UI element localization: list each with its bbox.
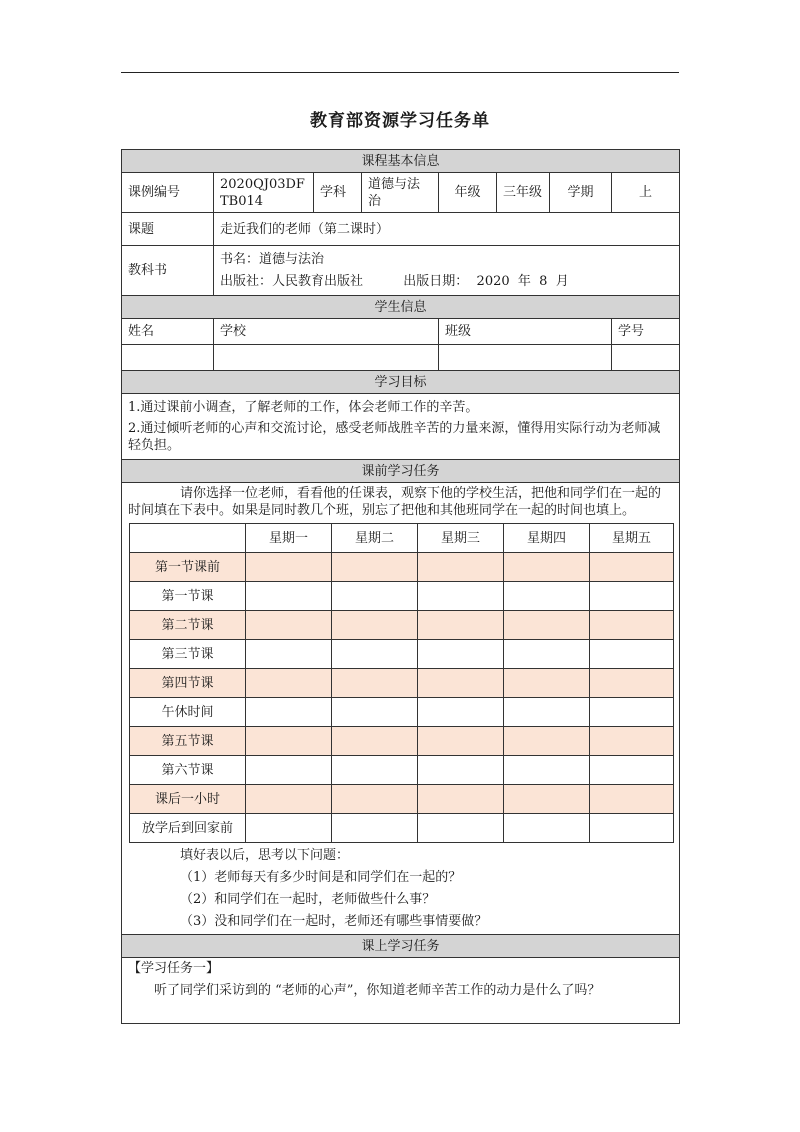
task-title: 【学习任务一】	[128, 961, 220, 976]
schedule-cell[interactable]	[590, 640, 674, 669]
schedule-cell[interactable]	[246, 611, 332, 640]
schedule-cell[interactable]	[332, 756, 418, 785]
grade-label: 年级	[439, 173, 497, 213]
textbook-label: 教科书	[122, 246, 214, 296]
schedule-cell[interactable]	[418, 785, 504, 814]
schedule-cell[interactable]	[590, 669, 674, 698]
book-publisher-line	[220, 273, 673, 290]
schedule-cell[interactable]	[418, 640, 504, 669]
term-label: 学期	[550, 173, 612, 213]
schedule-cell[interactable]	[246, 785, 332, 814]
schedule-cell[interactable]	[590, 785, 674, 814]
schedule-cell[interactable]	[246, 669, 332, 698]
schedule-cell[interactable]	[590, 553, 674, 582]
goal-item: 1.通过课前小调查，了解老师的工作，体会老师工作的辛苦。	[128, 400, 479, 415]
schedule-cell[interactable]	[418, 669, 504, 698]
schedule-period-label: 课后一小时	[130, 785, 246, 814]
schedule-row	[130, 611, 674, 640]
schedule-cell[interactable]	[246, 582, 332, 611]
section-pre-class-tasks: 课前学习任务	[122, 460, 680, 483]
schedule-cell[interactable]	[504, 756, 590, 785]
section-student-info: 学生信息	[122, 296, 680, 319]
grade-value: 三年级	[497, 173, 550, 213]
book-publisher: 出版社：人民教育出版社	[220, 274, 364, 289]
schedule-cell[interactable]	[246, 756, 332, 785]
schedule-cell[interactable]	[504, 582, 590, 611]
section-basic-info: 课程基本信息	[122, 150, 680, 173]
schedule-cell[interactable]	[246, 553, 332, 582]
schedule-period-label: 放学后到回家前	[130, 814, 246, 843]
student-number-label: 学号	[612, 319, 680, 345]
schedule-cell[interactable]	[332, 698, 418, 727]
schedule-cell[interactable]	[332, 814, 418, 843]
header-rule	[121, 72, 679, 73]
schedule-cell[interactable]	[418, 611, 504, 640]
schedule-day-header: 星期四	[504, 524, 590, 553]
schedule-cell[interactable]	[418, 756, 504, 785]
pre-class-content	[122, 483, 680, 935]
subject-value: 道德与法治	[362, 173, 439, 213]
schedule-cell[interactable]	[332, 611, 418, 640]
schedule-cell[interactable]	[590, 698, 674, 727]
book-pubdate: 出版日期： 2020 年 8 月	[403, 274, 569, 289]
question-item: （2）和同学们在一起时，老师做些什么事？	[180, 892, 436, 907]
schedule-cell[interactable]	[504, 611, 590, 640]
schedule-day-header: 星期一	[246, 524, 332, 553]
schedule-cell[interactable]	[504, 553, 590, 582]
schedule-cell[interactable]	[504, 814, 590, 843]
student-name-field[interactable]	[122, 345, 214, 371]
schedule-period-label: 第四节课	[130, 669, 246, 698]
schedule-day-header: 星期二	[332, 524, 418, 553]
schedule-row	[130, 640, 674, 669]
schedule-cell[interactable]	[504, 669, 590, 698]
subject-label: 学科	[314, 173, 362, 213]
term-value: 上	[612, 173, 680, 213]
student-number-field[interactable]	[612, 345, 680, 371]
textbook-info	[214, 246, 680, 296]
schedule-cell[interactable]	[418, 814, 504, 843]
student-school-field[interactable]	[214, 345, 439, 371]
schedule-cell[interactable]	[504, 698, 590, 727]
worksheet	[121, 149, 679, 1024]
task-text: 听了同学们采访到的 “老师的心声”，你知道老师辛苦工作的动力是什么了吗？	[154, 983, 601, 998]
pre-class-intro: 请你选择一位老师，看看他的任课表，观察下他的学校生活，把他和同学们在一起的时间填在下表中。如果是同时教几个班，别忘了把他和其他班同学在一起的时间也填上。	[128, 486, 662, 518]
reflection-intro: 填好表以后，思考以下问题：	[180, 848, 350, 863]
schedule-cell[interactable]	[332, 785, 418, 814]
schedule-cell[interactable]	[418, 582, 504, 611]
schedule-cell[interactable]	[590, 727, 674, 756]
section-goals: 学习目标	[122, 371, 680, 394]
schedule-cell[interactable]	[418, 698, 504, 727]
schedule-cell[interactable]	[246, 727, 332, 756]
schedule-table	[129, 523, 674, 843]
student-name-label: 姓名	[122, 319, 214, 345]
schedule-row	[130, 582, 674, 611]
goals-list	[122, 394, 680, 460]
schedule-row	[130, 669, 674, 698]
schedule-cell[interactable]	[332, 553, 418, 582]
schedule-row	[130, 785, 674, 814]
schedule-header-row	[130, 524, 674, 553]
schedule-period-label: 第六节课	[130, 756, 246, 785]
section-in-class-tasks: 课上学习任务	[122, 935, 680, 958]
student-school-label: 学校	[214, 319, 439, 345]
schedule-period-label: 第三节课	[130, 640, 246, 669]
schedule-cell[interactable]	[332, 727, 418, 756]
schedule-cell[interactable]	[418, 553, 504, 582]
schedule-cell[interactable]	[418, 727, 504, 756]
topic-value: 走近我们的老师（第二课时）	[214, 213, 680, 246]
schedule-period-label: 第二节课	[130, 611, 246, 640]
page-title: 教育部资源学习任务单	[310, 111, 490, 131]
schedule-cell[interactable]	[332, 640, 418, 669]
schedule-cell[interactable]	[590, 756, 674, 785]
code-label: 课例编号	[122, 173, 214, 213]
goal-item: 2.通过倾听老师的心声和交流讨论，感受老师战胜辛苦的力量来源，懂得用实际行动为老师减轻负担。	[128, 421, 661, 453]
schedule-cell[interactable]	[246, 814, 332, 843]
code-value: 2020QJ03DFTB014	[214, 173, 314, 213]
schedule-row	[130, 727, 674, 756]
schedule-cell[interactable]	[332, 582, 418, 611]
schedule-cell[interactable]	[504, 727, 590, 756]
schedule-row	[130, 553, 674, 582]
student-class-label: 班级	[439, 319, 612, 345]
schedule-cell[interactable]	[590, 611, 674, 640]
book-name: 书名：道德与法治	[220, 252, 325, 267]
question-item: （3）没和同学们在一起时，老师还有哪些事情要做？	[180, 914, 488, 929]
schedule-row	[130, 698, 674, 727]
schedule-period-label: 第五节课	[130, 727, 246, 756]
worksheet-table	[121, 149, 680, 1024]
schedule-row	[130, 814, 674, 843]
schedule-cell[interactable]	[590, 814, 674, 843]
schedule-period-label: 午休时间	[130, 698, 246, 727]
schedule-cell[interactable]	[246, 640, 332, 669]
in-class-content	[122, 958, 680, 1024]
schedule-cell[interactable]	[246, 698, 332, 727]
schedule-period-label: 第一节课	[130, 582, 246, 611]
schedule-day-header: 星期三	[418, 524, 504, 553]
schedule-day-header: 星期五	[590, 524, 674, 553]
schedule-cell[interactable]	[590, 582, 674, 611]
topic-label: 课题	[122, 213, 214, 246]
schedule-period-label: 第一节课前	[130, 553, 246, 582]
schedule-corner	[130, 524, 246, 553]
schedule-cell[interactable]	[504, 640, 590, 669]
question-item: （1）老师每天有多少时间是和同学们在一起的？	[180, 870, 462, 885]
schedule-cell[interactable]	[504, 785, 590, 814]
schedule-cell[interactable]	[332, 669, 418, 698]
schedule-row	[130, 756, 674, 785]
student-class-field[interactable]	[439, 345, 612, 371]
